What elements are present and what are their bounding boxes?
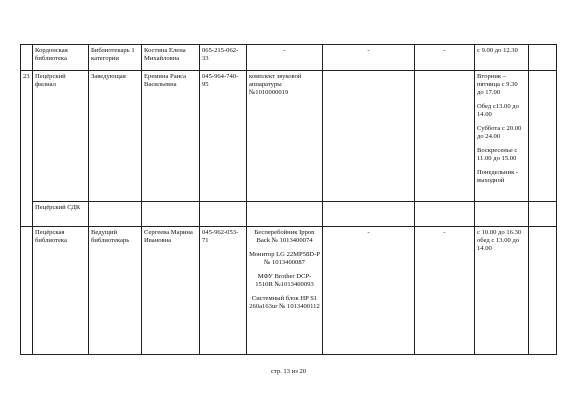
schedule-item: Понедельник - выходной [477, 168, 519, 184]
schedule-cell [475, 45, 529, 71]
row-number [21, 45, 33, 71]
equipment-cell [247, 227, 323, 355]
column-10-cell [529, 227, 557, 355]
column-7-cell: - [323, 227, 415, 355]
row-number [21, 227, 33, 355]
schedule-item: с 10.00 до 16.30 обед с 13.00 до 14.00 [477, 228, 522, 252]
branch-cell: Пецёрский СДК [33, 202, 89, 227]
schedule-table [20, 44, 557, 355]
equipment-cell [247, 71, 323, 202]
equipment-cell [247, 45, 323, 71]
table-row [21, 227, 557, 355]
position-cell: Ведущий библиотекарь [89, 227, 142, 355]
phone-cell: 065-215-062-33 [200, 45, 247, 71]
schedule-item: Воскресенье с 11.00 до 15.00 [477, 146, 518, 162]
equipment-item: Бесперебойник Ippon Back № 1013400074 [254, 228, 315, 244]
page-number: стр. 13 из 20 [270, 368, 307, 375]
schedule-cell [475, 227, 529, 355]
name-cell: Еремина Раиса Васильевна [142, 71, 200, 202]
name-cell [142, 202, 200, 227]
column-7-cell: - [323, 45, 415, 71]
equipment-item: Монитор LG 22MP58D-P № 1013400087 [249, 250, 320, 266]
equipment-item: Системный блок HP S1 260a163ur № 1013400112 [249, 294, 320, 310]
table-row [21, 202, 557, 227]
column-10-cell [529, 45, 557, 71]
equipment-item: комплект звуковой аппаратуры №1010000019 [249, 72, 302, 96]
column-8-cell [415, 202, 475, 227]
column-7-cell [323, 202, 415, 227]
phone-cell: 045-962-053-71 [200, 227, 247, 355]
branch-cell: Кордонская библиотека [33, 45, 89, 71]
equipment-cell [247, 202, 323, 227]
phone-cell [200, 202, 247, 227]
schedule-item: Обед с13.00 до 14.00 [477, 102, 519, 118]
schedule-cell [475, 71, 529, 202]
schedule-item: с 9.00 до 12.30 [477, 46, 518, 54]
position-cell: Библиотекарь 1 категории [89, 45, 142, 71]
name-cell: Костина Елена Михайловна [142, 45, 200, 71]
schedule-cell [475, 202, 529, 227]
column-8-cell: - [415, 45, 475, 71]
position-cell [89, 202, 142, 227]
row-number: 23 [21, 71, 33, 227]
branch-cell: Пецёрский филиал [33, 71, 89, 202]
column-10-cell [529, 71, 557, 202]
equipment-item: - [283, 46, 286, 54]
equipment-item: МФУ Brother DCP-1510R №1013400093 [255, 272, 314, 288]
column-8-cell: - [415, 227, 475, 355]
phone-cell: 045-964-740-95 [200, 71, 247, 202]
branch-cell: Пецёрская библиотека [33, 227, 89, 355]
schedule-item: Суббота с 20.00 до 24.00 [477, 124, 522, 140]
column-10-cell [529, 202, 557, 227]
table-row [21, 45, 557, 71]
table-row [21, 71, 557, 202]
name-cell: Сергеева Марина Ивановна [142, 227, 200, 355]
schedule-item: Вторник – пятница с 9.30 до 17.00 [477, 72, 518, 96]
position-cell: Заведующая [89, 71, 142, 202]
column-8-cell [415, 71, 475, 202]
column-7-cell [323, 71, 415, 202]
